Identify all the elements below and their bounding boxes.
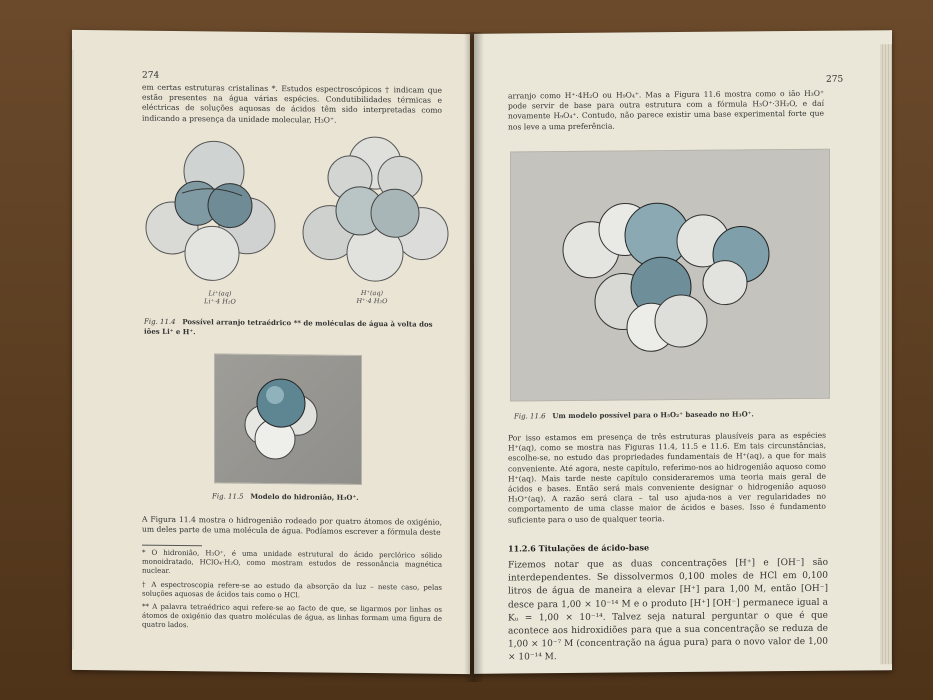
figure-11-4-li-model (142, 133, 282, 294)
figure-11-5-photo (214, 353, 362, 485)
right-page (474, 30, 892, 674)
footnote-rule (142, 545, 202, 547)
left-page-edges (72, 50, 74, 650)
section-heading: 11.2.6 Titulações de ácido-base (508, 542, 650, 554)
figure-11-4-text: Possível arranjo tetraédrico ** de moléculas de água à volta dos iões Li⁺ e H⁺. (144, 317, 433, 337)
figure-11-5-caption (212, 491, 412, 503)
left-page-number: 274 (142, 70, 160, 81)
book-gutter (464, 32, 484, 682)
right-page-edges (880, 44, 892, 664)
right-top-paragraph: arranjo como H⁺·4H₂O ou H₉O₄⁺. Mas a Figura 11.6 mostra como o ião H₃O⁺ pode servir de base para outra estrutura com a fórmula H₃O⁺·3H₂O, e daí novamente H₉O₄⁺. Contudo, não parece existir uma base experimental forte que nos leve a uma preferência. (508, 88, 824, 132)
footnote-3: ** A palavra tetraédrico aqui refere-se ao facto de que, se ligarmos por linhas os átomos de oxigénio das quatro moléculas de água, as linhas formam uma figura de quatro lados. (142, 602, 442, 630)
figure-11-6-photo (510, 149, 830, 402)
footnote-1: * O hidroniâo, H₃O⁺, é uma unidade estrutural do ácido perclórico sólido monoidratado, HClO₄·H₂O, como mostram estudos de ressonância magnética nuclear. (142, 548, 442, 576)
left-body-paragraph: A Figura 11.4 mostra o hidrogeniâo rodeado por quatro átomos de oxigénio, um deles parte de uma molécula de água. Podíamos escrever a fórmula deste (142, 514, 442, 537)
fig-label-li-hydrate: Li⁺·4 H₂O (204, 297, 236, 306)
figure-11-6-text: Um modelo possível para o H₅O₂⁺ baseado no H₃O⁺. (552, 409, 754, 421)
figure-11-6-number: Fig. 11.6 (514, 412, 546, 421)
figure-11-6-caption (514, 409, 824, 422)
fig-label-li-aq: Li⁺(aq) (208, 289, 232, 298)
footnotes (142, 549, 442, 638)
figure-11-4-h-model (300, 132, 450, 294)
open-book (72, 32, 892, 692)
left-page (72, 30, 470, 674)
right-page-number: 275 (826, 74, 844, 85)
left-top-paragraph: em certas estruturas cristalinas *. Estudos espectroscópicos † indicam que estão presentes na água várias espécies. Condutibilidades térmicas e eléctricas de soluções aquosas de ácidos têm sido interpretadas como indicando a presença da unidade molecular, H₃O⁺. (142, 82, 442, 125)
fig-label-h-hydrate: H⁺·4 H₂O (356, 296, 388, 306)
section-paragraph: Fizemos notar que as duas concentrações [H⁺] e [OH⁻] são interdependentes. Se dissolvermos 0,100 moles de HCl em 0,100 litros de água de maneira a elevar [H⁺] para 1,00 M, então [OH⁻] desce para 1,00 × 10⁻¹⁴ M e o produto [H⁺] [OH⁻] permanece igual a Kᵤ = 1,00 × 10⁻¹⁴. Talvez seja natural perguntar o que é que acontece aos hidroxidiões para que a sua concentração se reduza de 1,00 × 10⁻⁷ M (concentração na água pura) para o novo valor de 1,00 × 10⁻¹⁴ M. (508, 557, 828, 663)
figure-11-5-number: Fig. 11.5 (212, 492, 244, 501)
figure-11-5-text: Modelo do hidroniâo, H₃O⁺. (250, 491, 359, 502)
fig-label-h-aq: H⁺(aq) (360, 288, 384, 298)
figure-11-4-caption (144, 317, 444, 340)
figure-11-4-number: Fig. 11.4 (144, 317, 176, 327)
right-paragraph-structures: Por isso estamos em presença de três estruturas plausíveis para as espécies H⁺(aq), como se mostra nas Figuras 11.4, 11.5 e 11.6. Em tais circunstâncias, escolhe-se, no estudo das propriedades fundamentais de H⁺(aq), a que for mais conveniente. Até agora, neste capítulo, referimo-nos ao hidrogeniâo aquoso como H⁺(aq). Mais tarde neste capítulo consideraremos uma teoria mais geral de ácidos e bases. Então será mais conveniente designar o hidrogeniâo aquoso H₃O⁺(aq). A razão será clara – tal uso ajuda-nos a ver regularidades no comportamento de uma classe maior de ácidos e bases. Isso é fundamento suficiente para o uso de qualquer teoria. (508, 430, 826, 525)
footnote-2: † A espectroscopia refere-se ao estudo da absorção da luz – neste caso, pelas soluções aquosas de ácidos tais como o HCl. (142, 580, 442, 600)
